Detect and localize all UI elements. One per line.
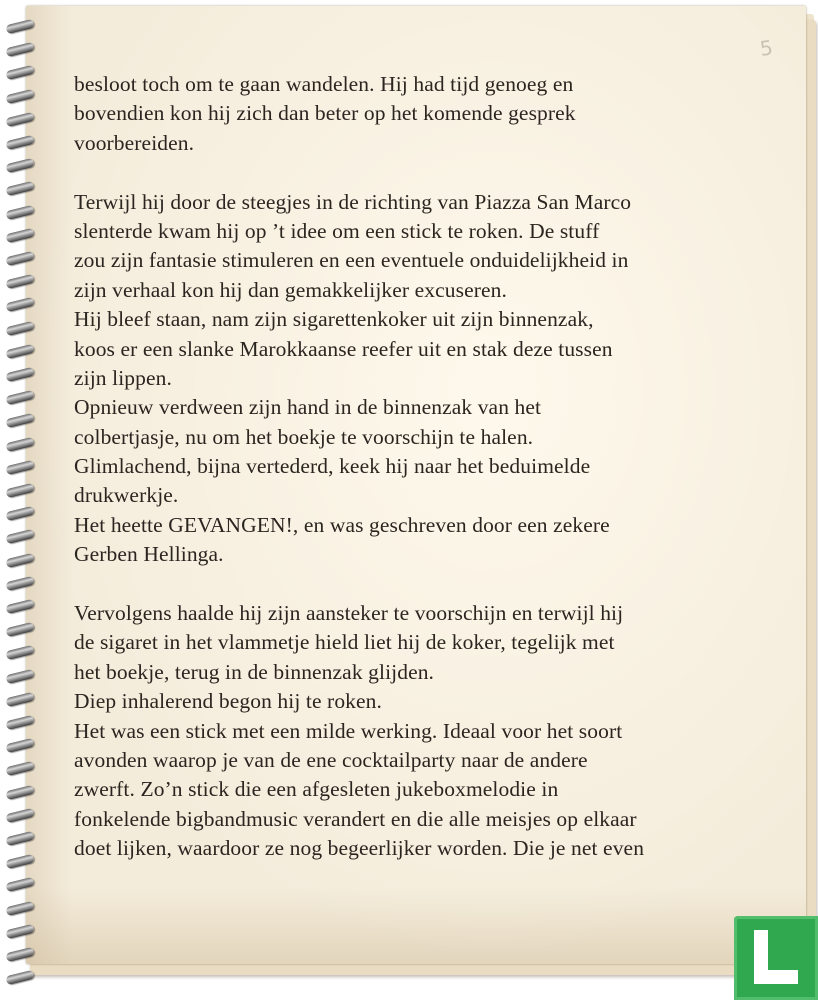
text-line: zwerft. Zo’n stick die een afgesleten jukeboxmelodie in: [74, 777, 559, 802]
binding-coil: [5, 970, 34, 986]
binding-coil: [5, 529, 34, 545]
binding-coil: [5, 204, 34, 220]
binding-coil: [5, 599, 34, 615]
binding-coil: [5, 19, 34, 35]
binding-coil: [5, 390, 34, 406]
pencil-margin-note: 5: [758, 35, 775, 61]
binding-coil: [5, 622, 34, 638]
binding-coil: [5, 274, 34, 290]
text-line: zijn lippen.: [74, 365, 172, 390]
binding-coil: [5, 112, 34, 128]
text-line: bovendien kon hij zich dan beter op het komende gesprek: [74, 101, 576, 126]
text-line: Het heette GEVANGEN!, en was geschreven door een zekere: [74, 512, 610, 537]
binding-coil: [5, 552, 34, 568]
binding-coil: [5, 228, 34, 244]
text-line: voorbereiden.: [74, 130, 195, 155]
text-line: slenterde kwam hij op ’t idee om een stick te roken. De stuff: [74, 218, 600, 243]
binding-coil: [5, 576, 34, 592]
binding-coil: [5, 784, 34, 800]
text-line: de sigaret in het vlammetje hield liet hij de koker, tegelijk met: [74, 630, 615, 655]
text-line: het boekje, terug in de binnenzak glijden.: [74, 659, 435, 684]
binding-coil: [5, 344, 34, 360]
binding-coil: [5, 65, 34, 81]
binding-coil: [5, 436, 34, 452]
binding-coil: [5, 483, 34, 499]
spiral-binding: [0, 0, 40, 1000]
text-line: Hij bleef staan, nam zijn sigarettenkoker uit zijn binnenzak,: [74, 307, 594, 332]
text-line: doet lijken, waardoor ze nog begeerlijker worden. Die je net even: [74, 836, 645, 861]
binding-coil: [5, 158, 34, 174]
paragraph-gap: [74, 570, 754, 599]
text-line: koos er een slanke Marokkaanse reefer uit en stak deze tussen: [74, 336, 613, 361]
binding-coil: [5, 88, 34, 104]
text-line: drukwerkje.: [74, 483, 179, 508]
binding-coil: [5, 367, 34, 383]
text-line: besloot toch om te gaan wandelen. Hij had tijd genoeg en: [74, 72, 574, 96]
binding-coil: [5, 645, 34, 661]
binding-coil: [5, 320, 34, 336]
binding-coil: [5, 715, 34, 731]
binding-coil: [5, 297, 34, 313]
binding-coil: [5, 668, 34, 684]
text-line: zijn verhaal kon hij dan gemakkelijker excuseren.: [74, 277, 507, 302]
text-line: Het was een stick met een milde werking. Ideaal voor het soort: [74, 718, 623, 743]
binding-coil: [5, 808, 34, 824]
binding-coil: [5, 42, 34, 58]
binding-coil: [5, 854, 34, 870]
binding-coil: [5, 692, 34, 708]
text-line: colbertjasje, nu om het boekje te voorschijn te halen.: [74, 424, 534, 449]
text-line: Vervolgens haalde hij zijn aansteker te voorschijn en terwijl hij: [74, 601, 624, 626]
binding-coil: [5, 924, 34, 940]
binding-coil: [5, 460, 34, 476]
binding-coil: [5, 181, 34, 197]
text-line: Glimlachend, bijna vertederd, keek hij naar het beduimelde: [74, 454, 591, 479]
binding-coil: [5, 761, 34, 777]
binding-coil: [5, 831, 34, 847]
letter-l-logo-icon: [734, 916, 818, 1000]
text-line: avonden waarop je van de ene cocktailparty naar de andere: [74, 747, 588, 772]
text-line: fonkelende bigbandmusic verandert en die alle meisjes op elkaar: [74, 806, 637, 831]
binding-coil: [5, 135, 34, 151]
binding-coil: [5, 413, 34, 429]
text-line: Terwijl hij door de steegjes in de richting van Piazza San Marco: [74, 189, 632, 214]
page-text: [74, 70, 754, 864]
text-line: Diep inhalerend begon hij te roken.: [74, 689, 382, 714]
binding-coil: [5, 900, 34, 916]
logo-glyph: [754, 930, 798, 984]
binding-coil: [5, 738, 34, 754]
text-line: Gerben Hellinga.: [74, 542, 224, 567]
text-line: Opnieuw verdween zijn hand in de binnenzak van het: [74, 395, 542, 420]
paragraph-gap: [74, 158, 754, 187]
text-line: zou zijn fantasie stimuleren en een eventuele onduidelijkheid in: [74, 248, 629, 273]
binding-coil: [5, 947, 34, 963]
binding-coil: [5, 251, 34, 267]
binding-coil: [5, 877, 34, 893]
binding-coil: [5, 506, 34, 522]
